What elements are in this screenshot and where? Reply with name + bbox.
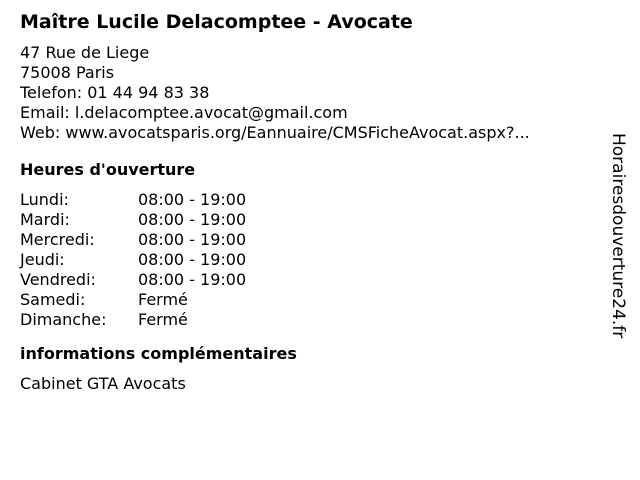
page-title: Maître Lucile Delacomptee - Avocate [20,11,413,33]
info-heading: informations complémentaires [20,344,297,363]
hours-row-thursday [20,250,595,270]
address-street: 47 Rue de Liege [20,43,150,62]
day-label: Mercredi: [20,230,95,249]
hours-row-sunday [20,310,595,330]
day-hours: 08:00 - 19:00 [138,270,247,289]
contact-block [20,43,595,143]
day-hours: 08:00 - 19:00 [138,250,247,269]
day-hours: 08:00 - 19:00 [138,190,247,209]
day-label: Samedi: [20,290,86,309]
address-city: 75008 Paris [20,63,115,82]
day-hours: Fermé [138,290,188,309]
day-label: Dimanche: [20,310,107,329]
day-label: Lundi: [20,190,69,209]
content [20,10,595,394]
phone-line: Telefon: 01 44 94 83 38 [20,83,210,102]
hours-row-monday [20,190,595,210]
day-hours: Fermé [138,310,188,329]
hours-row-wednesday [20,230,595,250]
hours-table [20,190,595,330]
hours-row-saturday [20,290,595,310]
day-label: Mardi: [20,210,70,229]
info-text: Cabinet GTA Avocats [20,374,186,393]
day-hours: 08:00 - 19:00 [138,210,247,229]
hours-row-friday [20,270,595,290]
hours-heading: Heures d'ouverture [20,160,196,179]
watermark-text: Horairesdouverture24.fr [608,133,628,339]
hours-row-tuesday [20,210,595,230]
web-line: Web: www.avocatsparis.org/Eannuaire/CMSFicheAvocat.aspx?... [20,123,530,142]
email-line: Email: l.delacomptee.avocat@gmail.com [20,103,348,122]
day-label: Jeudi: [20,250,65,269]
day-label: Vendredi: [20,270,96,289]
day-hours: 08:00 - 19:00 [138,230,247,249]
